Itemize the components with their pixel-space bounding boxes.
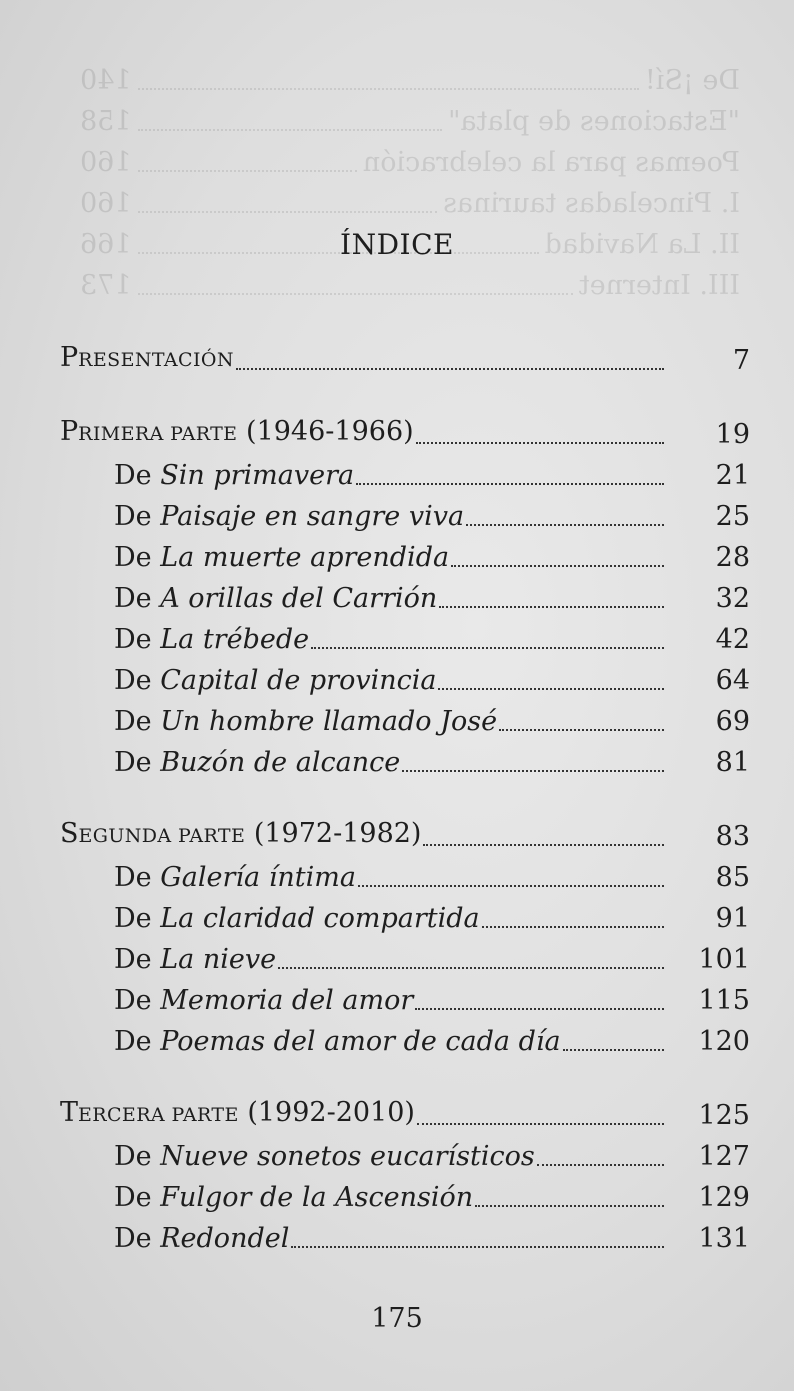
dot-leader: [537, 1164, 664, 1166]
dot-leader: [439, 606, 664, 608]
ghost-line: [80, 265, 740, 306]
toc-entry-label: [114, 701, 497, 742]
heading-small-caps: RESENTACIÓN: [78, 349, 234, 371]
toc-page-number: 81: [715, 747, 750, 778]
toc-entry: [60, 537, 750, 578]
ghost-line: [80, 142, 740, 183]
entry-book-title: La claridad compartida: [160, 903, 480, 934]
ghost-line-dots: [138, 142, 357, 172]
ghost-line-page: 140: [80, 65, 132, 96]
toc-page-number: 115: [698, 985, 750, 1016]
entry-book-title: Buzón de alcance: [160, 747, 401, 778]
page-title: ÍNDICE: [340, 228, 454, 261]
toc-section: [60, 414, 750, 783]
toc-page-number: 42: [715, 624, 750, 655]
toc-section: [60, 340, 750, 381]
heading-years: (1972-1982): [245, 818, 422, 849]
entry-book-title: La nieve: [160, 944, 277, 975]
toc-entry: [60, 980, 750, 1021]
entry-prefix: De: [114, 501, 161, 532]
toc-entry: [60, 1136, 750, 1177]
toc-entry-label: [114, 1218, 289, 1259]
entry-book-title: Sin primavera: [160, 460, 355, 491]
toc-page-number: 125: [698, 1100, 750, 1131]
entry-prefix: De: [114, 1141, 161, 1172]
entry-prefix: De: [114, 1182, 161, 1213]
toc-entry-label: [114, 939, 276, 980]
toc-page-number: 91: [715, 903, 750, 934]
toc-entry: [60, 898, 750, 939]
toc-page-number: 83: [715, 821, 750, 852]
dot-leader: [402, 770, 664, 772]
entry-book-title: Capital de provincia: [160, 665, 437, 696]
toc-entry: [60, 496, 750, 537]
toc-page-number: 25: [715, 501, 750, 532]
heading-small-caps: EGUNDA PARTE: [78, 825, 246, 847]
ghost-line-page: 160: [80, 147, 132, 178]
dot-leader: [563, 1049, 664, 1051]
toc-section: [60, 816, 750, 1062]
toc-page-number: 69: [715, 706, 750, 737]
toc-entry-label: [114, 1021, 561, 1062]
toc-entry: [60, 455, 750, 496]
entry-prefix: De: [114, 985, 161, 1016]
entry-book-title: Galería íntima: [160, 862, 356, 893]
heading-initial: T: [60, 1097, 79, 1128]
dot-leader: [466, 524, 664, 526]
ghost-line-label: I. Pinceladas taurinas: [443, 188, 740, 219]
ghost-line-label: De ¡Sí!: [644, 65, 740, 96]
dot-leader: [475, 1205, 664, 1207]
toc-page-number: 32: [715, 583, 750, 614]
toc-entry-label: [114, 1177, 473, 1218]
reverse-side-show-through: [40, 60, 740, 306]
toc-entry-label: [114, 496, 464, 537]
dot-leader: [417, 1123, 664, 1125]
toc-section-heading: [60, 1095, 750, 1136]
heading-initial: P: [60, 342, 79, 373]
toc-entry: [60, 1177, 750, 1218]
entry-book-title: Poemas del amor de cada día: [160, 1026, 561, 1057]
toc-entry-label: [114, 578, 437, 619]
ghost-line-dots: [138, 101, 442, 131]
ghost-line-page: 173: [80, 270, 132, 301]
ghost-line-dots: [138, 183, 438, 213]
entry-prefix: De: [114, 706, 161, 737]
dot-leader: [356, 483, 664, 485]
toc-entry-label: [114, 857, 356, 898]
entry-prefix: De: [114, 747, 161, 778]
toc-page-number: 85: [715, 862, 750, 893]
toc-section-heading: [60, 816, 750, 857]
toc-page-number: 19: [715, 419, 750, 450]
toc-entry-label: [114, 980, 413, 1021]
ghost-line-label: "Estaciones de plata": [448, 106, 740, 137]
dot-leader: [438, 688, 664, 690]
dot-leader: [358, 885, 664, 887]
entry-book-title: Un hombre llamado José: [160, 706, 498, 737]
dot-leader: [236, 368, 664, 370]
toc-entry: [60, 701, 750, 742]
entry-book-title: Fulgor de la Ascensión: [160, 1182, 474, 1213]
entry-prefix: De: [114, 583, 161, 614]
entry-prefix: De: [114, 862, 161, 893]
ghost-line-label: III. Internet: [578, 270, 740, 301]
toc-entry: [60, 619, 750, 660]
toc-entry: [60, 578, 750, 619]
ghost-line: [80, 101, 740, 142]
toc-entry: [60, 1218, 750, 1259]
toc-section-heading: [60, 340, 750, 381]
toc-page-number: 127: [698, 1141, 750, 1172]
heading-years: (1946-1966): [237, 416, 414, 447]
toc-page-number: 21: [715, 460, 750, 491]
heading-initial: P: [60, 416, 79, 447]
heading-small-caps: RIMERA PARTE: [78, 423, 238, 445]
entry-book-title: Paisaje en sangre viva: [160, 501, 465, 532]
entry-prefix: De: [114, 1223, 161, 1254]
toc-entry-label: [114, 1136, 535, 1177]
entry-book-title: Nueve sonetos eucarísticos: [160, 1141, 535, 1172]
toc-page-number: 129: [698, 1182, 750, 1213]
entry-prefix: De: [114, 1026, 161, 1057]
section-heading-label: [60, 411, 414, 455]
section-heading-label: [60, 813, 421, 857]
heading-initial: S: [60, 818, 79, 849]
toc-page-number: 101: [698, 944, 750, 975]
toc-entry: [60, 742, 750, 783]
toc-entry: [60, 857, 750, 898]
table-of-contents: [60, 340, 750, 1292]
ghost-line-dots: [138, 60, 639, 90]
toc-entry: [60, 1021, 750, 1062]
entry-book-title: Redondel: [160, 1223, 290, 1254]
dot-leader: [499, 729, 664, 731]
dot-leader: [415, 1008, 664, 1010]
ghost-line-dots: [138, 265, 573, 295]
toc-page-number: 120: [698, 1026, 750, 1057]
ghost-line: [80, 183, 740, 224]
entry-prefix: De: [114, 665, 161, 696]
heading-years: (1992-2010): [238, 1097, 415, 1128]
ghost-line-page: 160: [80, 188, 132, 219]
dot-leader: [311, 647, 664, 649]
entry-prefix: De: [114, 460, 161, 491]
toc-entry-label: [114, 742, 400, 783]
toc-section: [60, 1095, 750, 1259]
dot-leader: [482, 926, 664, 928]
toc-page-number: 28: [715, 542, 750, 573]
entry-prefix: De: [114, 903, 161, 934]
toc-page-number: 131: [698, 1223, 750, 1254]
dot-leader: [291, 1246, 664, 1248]
ghost-line-label: II. La Navidad: [544, 229, 740, 260]
toc-page-number: 64: [715, 665, 750, 696]
entry-prefix: De: [114, 624, 161, 655]
dot-leader: [278, 967, 664, 969]
entry-book-title: Memoria del amor: [160, 985, 414, 1016]
ghost-line-page: 166: [80, 229, 132, 260]
entry-prefix: De: [114, 944, 161, 975]
toc-entry-label: [114, 660, 436, 701]
entry-book-title: A orillas del Carrión: [160, 583, 438, 614]
ghost-line: [80, 60, 740, 101]
toc-entry: [60, 939, 750, 980]
toc-entry-label: [114, 537, 449, 578]
ghost-line-page: 158: [80, 106, 132, 137]
entry-book-title: La trébede: [160, 624, 310, 655]
section-heading-label: [60, 1092, 415, 1136]
dot-leader: [451, 565, 664, 567]
dot-leader: [423, 844, 664, 846]
toc-entry-label: [114, 619, 309, 660]
page-number: 175: [371, 1303, 423, 1334]
toc-entry-label: [114, 898, 480, 939]
dot-leader: [416, 442, 664, 444]
ghost-line-label: Poemas para la celebración: [362, 147, 740, 178]
toc-page-number: 7: [732, 345, 750, 376]
toc-section-heading: [60, 414, 750, 455]
toc-entry-label: [114, 455, 354, 496]
section-heading-label: [60, 337, 234, 381]
entry-prefix: De: [114, 542, 161, 573]
heading-small-caps: ERCERA PARTE: [78, 1104, 239, 1126]
entry-book-title: La muerte aprendida: [160, 542, 450, 573]
toc-entry: [60, 660, 750, 701]
